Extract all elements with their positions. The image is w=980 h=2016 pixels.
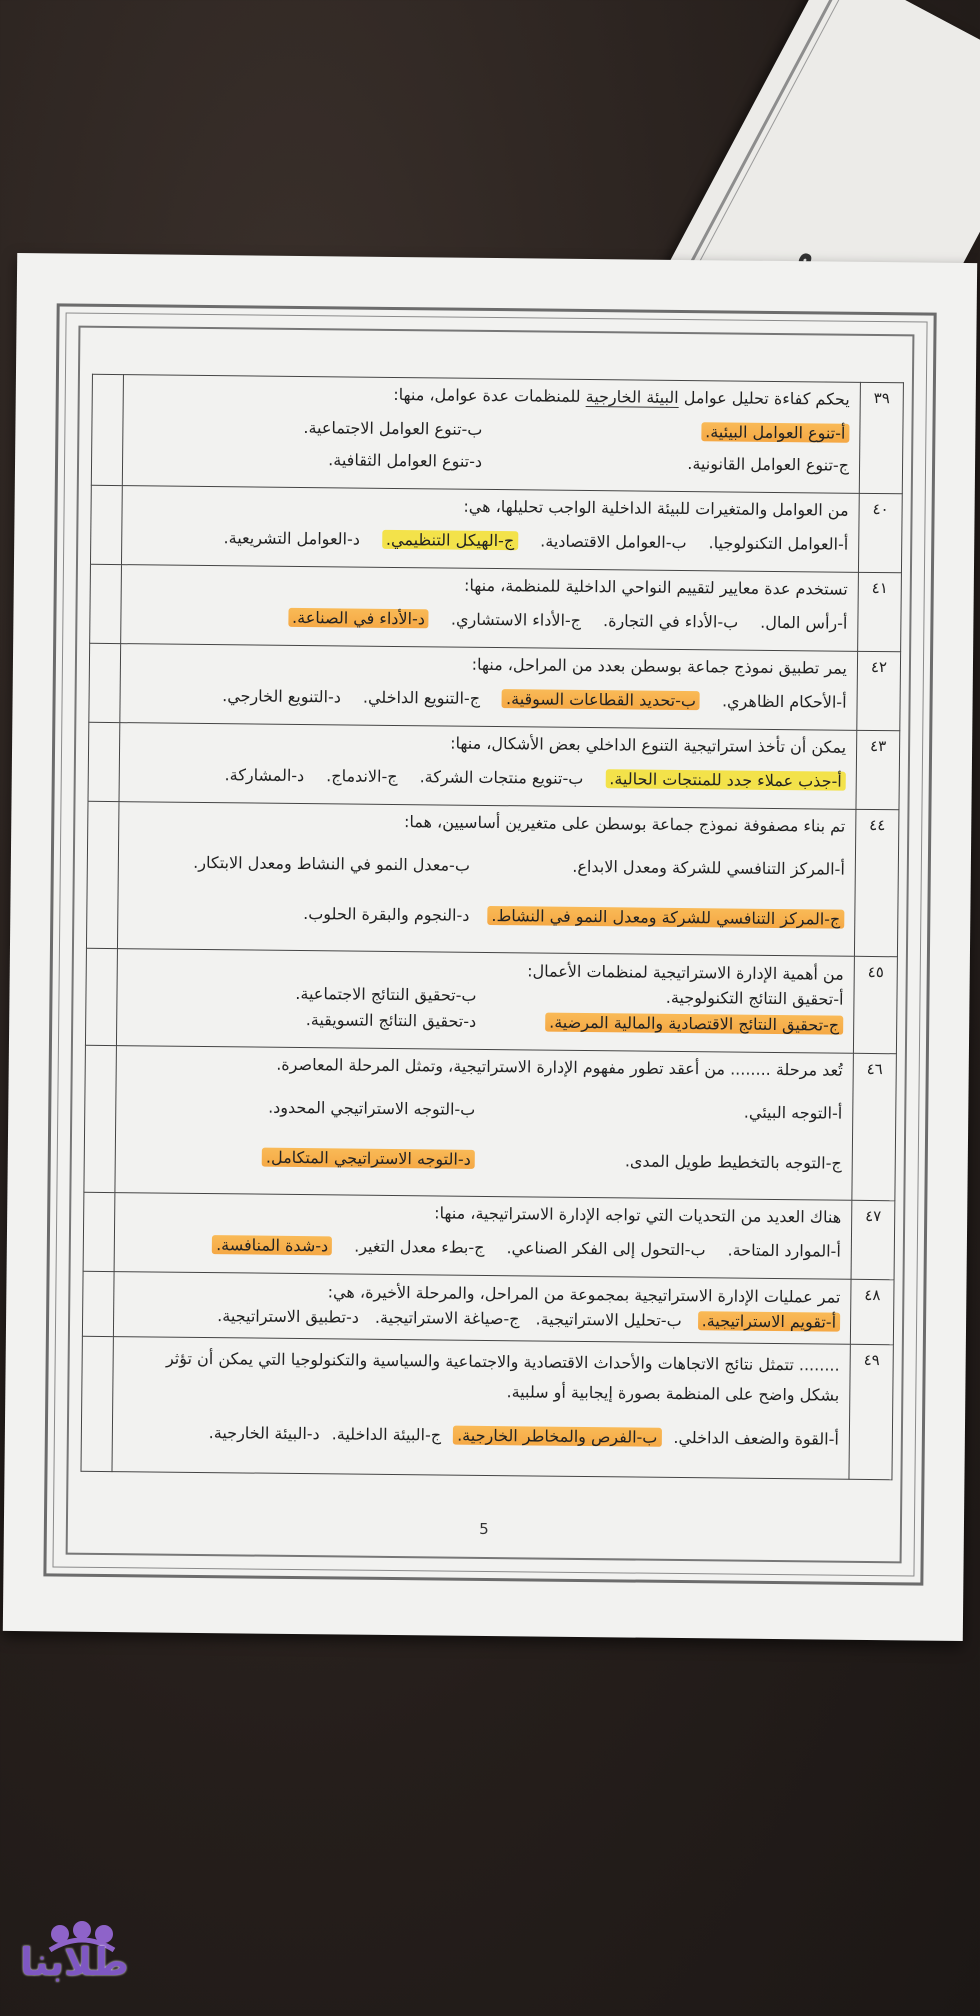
blank-cell [83, 1192, 115, 1271]
answer-options [123, 1419, 839, 1452]
question-body [121, 565, 859, 652]
answer-options [133, 413, 850, 478]
option-b: ب-العوامل الاقتصادية. [540, 531, 687, 553]
option-d [126, 1134, 475, 1182]
option-b: ب-التحول إلى الفكر الصناعي. [506, 1238, 706, 1260]
blank-cell [85, 948, 117, 1045]
answer-options [126, 1084, 843, 1185]
option-d: د-تنوع العوامل الثقافية. [328, 450, 483, 471]
option-d: د-تطبيق الاستراتيجية. [217, 1306, 360, 1327]
question-body [119, 723, 857, 810]
highlighted-answer: د-التوجه الاستراتيجي المتكامل. [262, 1148, 475, 1169]
question-body [114, 1193, 852, 1280]
blank-cell [86, 801, 119, 948]
option-a: أ-التوجه البيئي. [743, 1102, 843, 1123]
question-row [85, 948, 897, 1053]
question-row [91, 374, 903, 493]
answer-options [128, 840, 845, 941]
question-body [113, 1272, 851, 1345]
question-stem: من العوامل والمتغيرات للبيئة الداخلية الواجب تحليلها، هي: [463, 496, 849, 520]
option-c: ج-التوجه بالتخطيط طويل المدى. [624, 1151, 842, 1173]
option-a: أ-تحقيق النتائج التكنولوجية. [665, 987, 844, 1009]
option-a [500, 417, 849, 447]
question-stem: ........ تتمثل نتائج الاتجاهات والأحداث الاقتصادية والاجتماعية والسياسية والتكنولوجيا التي يمكن أن تؤثر بشكل واضح على المنظمة بصورة إيجابية أو سلبية. [165, 1348, 840, 1405]
blank-cell [82, 1271, 114, 1336]
question-number: ٤٠ [858, 493, 902, 572]
highlighted-answer: د-شدة المنافسة. [212, 1235, 332, 1255]
option-c: ج-بطء معدل التغير. [354, 1236, 485, 1257]
blank-cell [89, 643, 121, 722]
option-d: د-تحقيق النتائج التسويقية. [305, 1010, 477, 1031]
question-stem: تُعد مرحلة ........ من أعقد تطور مفهوم الإدارة الاستراتيجية، وتمثل المرحلة المعاصرة. [276, 1054, 843, 1080]
highlighted-answer: ج-المركز التنافسي للشركة ومعدل النمو في النشاط. [487, 906, 844, 929]
question-body [112, 1337, 850, 1480]
exam-page [3, 253, 977, 1641]
option-a [605, 766, 846, 795]
blank-cell [90, 485, 122, 564]
logo-text: طلابنا [20, 1940, 129, 1984]
questions-table [80, 374, 903, 1480]
option-b: ب-تحليل الاستراتيجية. [535, 1309, 682, 1331]
page-number: 5 [479, 1519, 489, 1539]
question-stem-text: للمنظمات عدة عوامل، منها: [393, 384, 586, 406]
question-number: ٤٤ [854, 809, 899, 956]
blank-cell [84, 1045, 117, 1192]
question-stem: تمر عمليات الإدارة الاستراتيجية بمجموعة من المراحل، والمرحلة الأخيرة، هي: [327, 1282, 841, 1307]
question-number: ٤٩ [849, 1344, 893, 1479]
option-c [494, 1009, 843, 1039]
highlighted-answer: ج-الهيكل التنظيمي. [382, 530, 518, 550]
option-b: ب-تنوع العوامل الاجتماعية. [303, 418, 483, 439]
question-body [115, 1046, 853, 1201]
option-b: ب-تنويع منتجات الشركة. [419, 767, 584, 788]
option-c: ج-الاندماج. [326, 766, 398, 787]
option-d: د-التنويع الخارجي. [222, 686, 342, 707]
question-body [121, 486, 859, 573]
question-body [122, 375, 860, 494]
question-row [90, 564, 902, 651]
option-a: أ-القوة والضعف الداخلي. [673, 1427, 839, 1449]
option-c [487, 894, 844, 942]
highlighted-answer: أ-تقويم الاستراتيجية. [698, 1311, 841, 1331]
question-body [116, 949, 854, 1054]
option-d [212, 1232, 332, 1259]
option-c: ج-التنويع الداخلي. [362, 687, 481, 708]
option-a: أ-الموارد المتاحة. [727, 1240, 841, 1261]
highlighted-answer: أ-جذب عملاء جدد للمنتجات الحالية. [605, 769, 846, 791]
answer-options [132, 524, 848, 557]
question-stem [134, 381, 850, 410]
option-a [698, 1308, 841, 1335]
option-b: ب-التوجه الاستراتيجي المحدود. [268, 1097, 476, 1119]
highlighted-answer: ب-الفرص والمخاطر الخارجية. [453, 1426, 661, 1447]
blank-cell [81, 1336, 113, 1471]
question-stem: من أهمية الإدارة الاستراتيجية لمنظمات الأعمال: [527, 961, 844, 984]
blank-cell [88, 722, 120, 801]
question-row [83, 1192, 895, 1279]
question-row [84, 1045, 896, 1200]
question-stem: تم بناء مصفوفة نموذج جماعة بوسطن على متغيرين أساسيين، هما: [403, 812, 846, 836]
highlighted-answer: ب-تحديد القطاعات السوقية. [502, 689, 700, 710]
option-b [453, 1423, 662, 1451]
question-row [81, 1336, 893, 1479]
answer-options [125, 1231, 841, 1264]
option-c [382, 527, 519, 554]
question-row [82, 1271, 894, 1344]
option-d: د-المشاركة. [224, 765, 305, 786]
question-number: ٣٩ [859, 382, 903, 493]
question-stem: تستخدم عدة معايير لتقييم النواحي الداخلية للمنظمة، منها: [463, 575, 848, 599]
question-number: ٤٥ [853, 956, 897, 1053]
option-c: ج-تنوع العوامل القانونية. [687, 454, 850, 475]
question-number: ٤٦ [852, 1053, 897, 1200]
blank-cell [90, 564, 122, 643]
option-a: أ-المركز التنافسي للشركة ومعدل الابداع. [572, 856, 845, 879]
option-b: ب-تحقيق النتائج الاجتماعية. [295, 983, 477, 1005]
question-stem-underlined: البيئة الخارجية [585, 386, 679, 407]
answer-options [127, 979, 844, 1038]
question-row [89, 643, 901, 730]
highlighted-answer: ج-تحقيق النتائج الاقتصادية والمالية المرضية. [545, 1013, 843, 1035]
option-b: ب-معدل النمو في النشاط ومعدل الابتكار. [193, 852, 471, 875]
option-c: ج-البيئة الداخلية. [331, 1424, 442, 1445]
answer-options [131, 603, 847, 636]
question-stem-text: يحكم كفاءة تحليل عوامل [678, 387, 850, 409]
option-c: ج-الأداء الاستشاري. [450, 609, 582, 630]
option-d: د-النجوم والبقرة الحلوب. [303, 904, 470, 925]
question-number: ٤٧ [851, 1200, 895, 1279]
option-a: أ-رأس المال. [760, 612, 848, 633]
question-stem: يمكن أن تأخذ استراتيجية التنوع الداخلي بعض الأشكال، منها: [450, 733, 847, 757]
question-number: ٤٣ [856, 730, 900, 809]
option-d: د-العوامل التشريعية. [223, 528, 361, 549]
question-body [120, 644, 858, 731]
question-row [88, 722, 900, 809]
highlighted-answer: د-الأداء في الصناعة. [288, 608, 429, 628]
option-c: ج-صياغة الاستراتيجية. [374, 1307, 520, 1329]
answer-options [130, 761, 846, 794]
option-d: د-البيئة الخارجية. [208, 1423, 320, 1444]
question-row [90, 485, 902, 572]
question-stem: يمر تطبيق نموذج جماعة بوسطن بعدد من المراحل، منها: [471, 654, 848, 678]
option-a: أ-الأحكام الظاهري. [721, 691, 847, 712]
question-number: ٤٢ [857, 651, 901, 730]
question-number: ٤٨ [850, 1279, 894, 1344]
question-stem: هناك العديد من التحديات التي تواجه الإدارة الاستراتيجية، منها: [434, 1203, 842, 1227]
highlighted-answer: أ-تنوع العوامل البيئية. [701, 422, 849, 443]
option-b [502, 686, 700, 714]
option-d [288, 605, 429, 632]
answer-options [130, 682, 846, 715]
question-row [86, 801, 898, 956]
question-number: ٤١ [858, 572, 902, 651]
option-a: أ-العوامل التكنولوجيا. [708, 533, 849, 554]
blank-cell [91, 374, 123, 485]
option-b: ب-الأداء في التجارة. [602, 611, 739, 632]
question-body [117, 802, 855, 957]
